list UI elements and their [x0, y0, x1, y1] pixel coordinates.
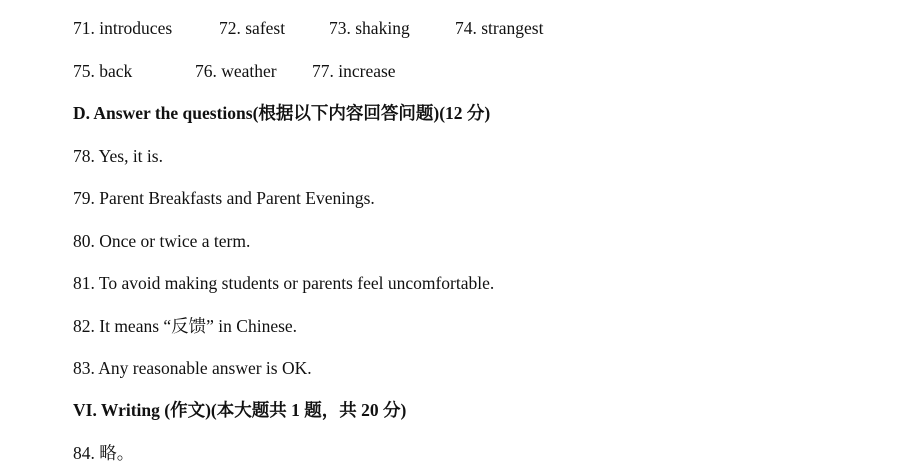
answer-row-75-77: [0, 60, 900, 82]
answer-81: 81. To avoid making students or parents feel uncomfortable.: [73, 273, 495, 293]
answer-71: 71. introduces: [73, 18, 173, 38]
answer-78: 78. Yes, it is.: [73, 146, 163, 166]
answer-82: 82. It means “反馈” in Chinese.: [73, 316, 298, 336]
answer-72: 72. safest: [219, 18, 286, 38]
answer-84: 84. 略。: [73, 443, 135, 463]
answer-77: 77. increase: [312, 61, 396, 81]
answer-83: 83. Any reasonable answer is OK.: [73, 358, 312, 378]
section-vi-heading: VI. Writing (作文)(本大题共 1 题，共 20 分): [73, 400, 407, 420]
answer-row-71-74: [0, 17, 900, 39]
answer-79: 79. Parent Breakfasts and Parent Evenings.: [73, 188, 375, 208]
section-d-heading: D. Answer the questions(根据以下内容回答问题)(12 分): [73, 103, 491, 123]
answer-75: 75. back: [73, 61, 133, 81]
answer-74: 74. strangest: [455, 18, 544, 38]
answer-76: 76. weather: [195, 61, 277, 81]
answer-80: 80. Once or twice a term.: [73, 231, 251, 251]
answer-73: 73. shaking: [329, 18, 410, 38]
